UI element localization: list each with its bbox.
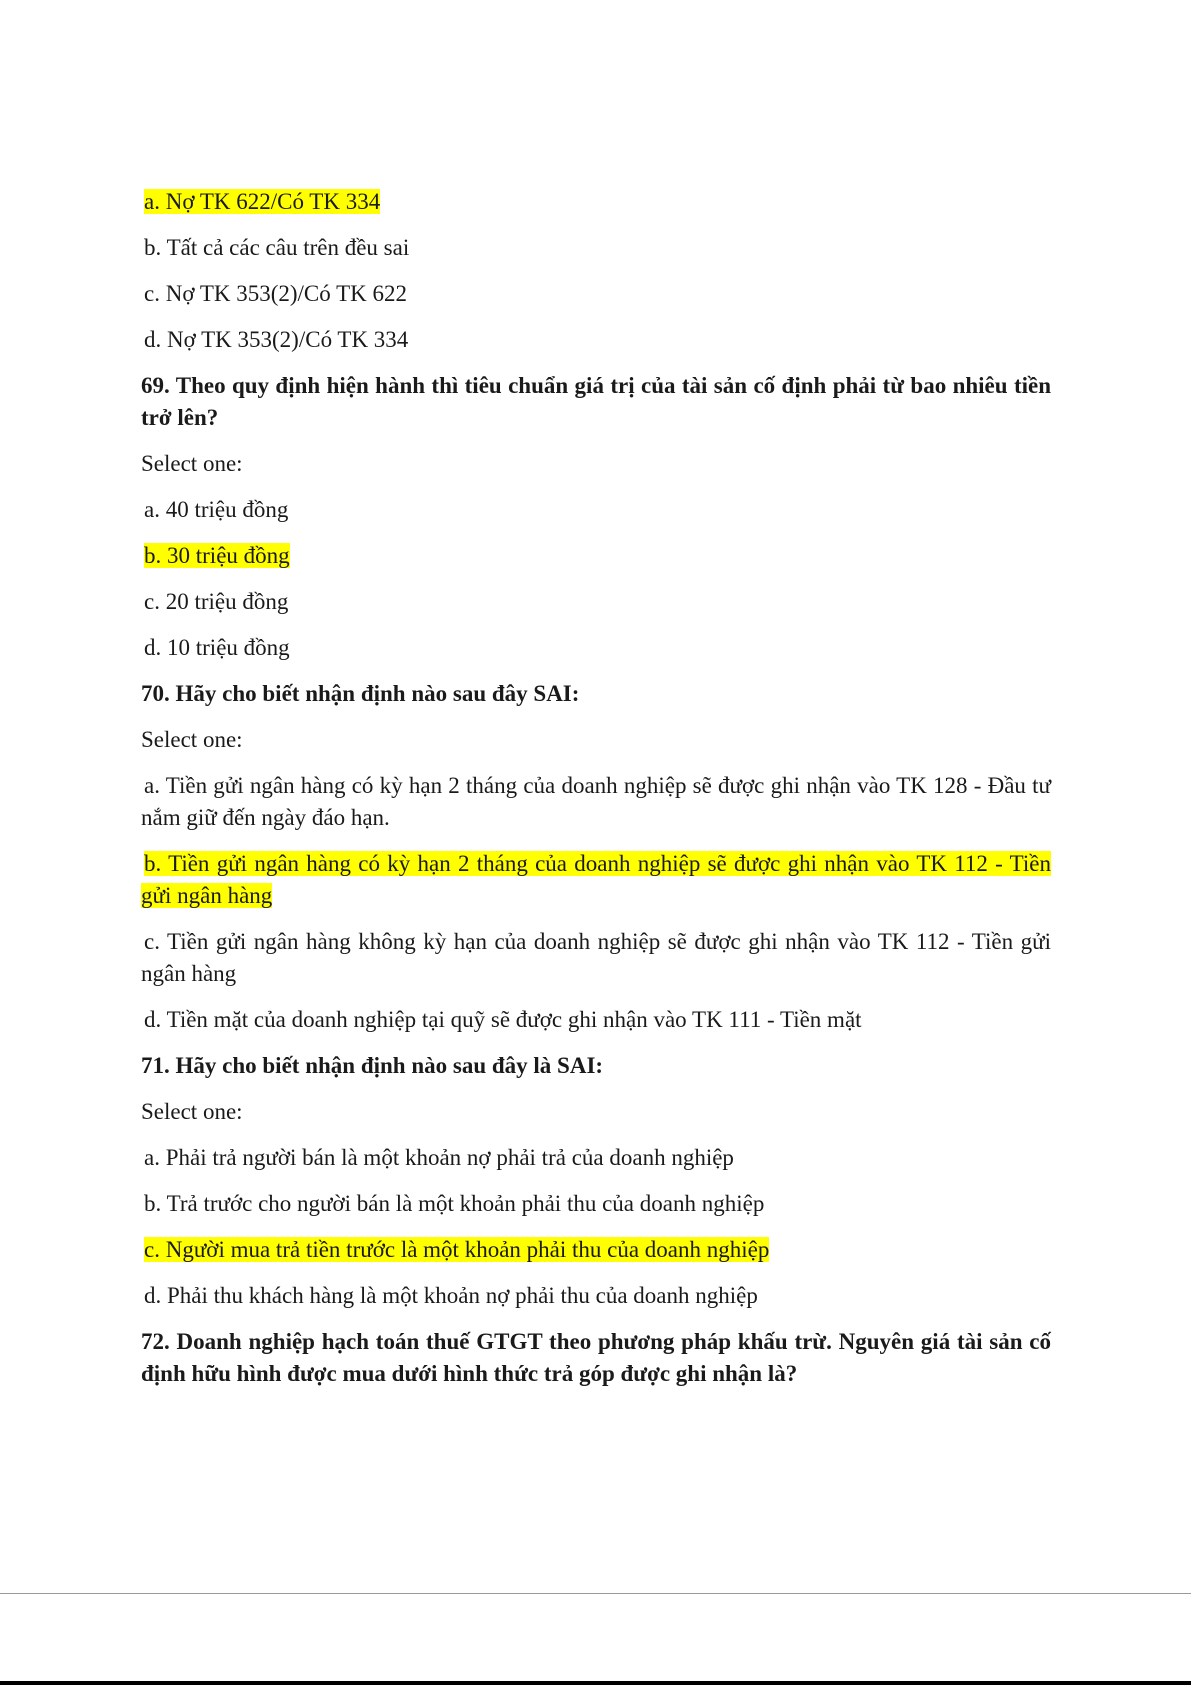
highlighted-answer: a. Nợ TK 622/Có TK 334 xyxy=(144,189,381,214)
q69-option-d[interactable]: d. 10 triệu đồng xyxy=(144,635,290,660)
q71-select-prompt: Select one: xyxy=(141,1099,243,1124)
q69-option-c[interactable]: c. 20 triệu đồng xyxy=(144,589,289,614)
highlighted-answer: b. Tiền gửi ngân hàng có kỳ hạn 2 tháng của doanh nghiệp sẽ được ghi nhận vào TK 112 - Tiền gửi ngân hàng xyxy=(141,851,1051,908)
q71-option-c[interactable] xyxy=(144,1234,1051,1266)
q71-option-a[interactable]: a. Phải trả người bán là một khoản nợ phải trả của doanh nghiệp xyxy=(144,1145,734,1170)
q69-select-prompt: Select one: xyxy=(141,451,243,476)
q70-option-c[interactable]: c. Tiền gửi ngân hàng không kỳ hạn của doanh nghiệp sẽ được ghi nhận vào TK 112 - Tiền gửi ngân hàng xyxy=(141,929,1051,986)
highlighted-answer: c. Người mua trả tiền trước là một khoản phải thu của doanh nghiệp xyxy=(144,1237,770,1262)
q70-question: 70. Hãy cho biết nhận định nào sau đây SAI: xyxy=(141,681,580,706)
q68-option-d[interactable]: d. Nợ TK 353(2)/Có TK 334 xyxy=(144,327,409,352)
q71-option-d[interactable]: d. Phải thu khách hàng là một khoản nợ phải thu của doanh nghiệp xyxy=(144,1283,758,1308)
q68-option-b[interactable]: b. Tất cả các câu trên đều sai xyxy=(144,235,410,260)
q70-option-d[interactable]: d. Tiền mặt của doanh nghiệp tại quỹ sẽ được ghi nhận vào TK 111 - Tiền mặt xyxy=(144,1007,862,1032)
q69-question: 69. Theo quy định hiện hành thì tiêu chuẩn giá trị của tài sản cố định phải từ bao nhiêu tiền trở lên? xyxy=(141,373,1051,430)
q70-option-a[interactable]: a. Tiền gửi ngân hàng có kỳ hạn 2 tháng của doanh nghiệp sẽ được ghi nhận vào TK 128 - Đầu tư nắm giữ đến ngày đáo hạn. xyxy=(141,773,1051,830)
q71-option-b[interactable]: b. Trả trước cho người bán là một khoản phải thu của doanh nghiệp xyxy=(144,1191,765,1216)
q71-question: 71. Hãy cho biết nhận định nào sau đây là SAI: xyxy=(141,1053,604,1078)
q70-select-prompt: Select one: xyxy=(141,727,243,752)
q68-option-c[interactable]: c. Nợ TK 353(2)/Có TK 622 xyxy=(144,281,408,306)
q72-question: 72. Doanh nghiệp hạch toán thuế GTGT theo phương pháp khấu trừ. Nguyên giá tài sản cố định hữu hình được mua dưới hình thức trả góp được ghi nhận là? xyxy=(141,1329,1051,1386)
page-divider xyxy=(0,1593,1191,1594)
highlighted-answer: b. 30 triệu đồng xyxy=(144,543,290,568)
document-page xyxy=(141,186,1051,1404)
q69-option-b[interactable] xyxy=(144,540,1051,572)
q68-option-a[interactable] xyxy=(144,186,1051,218)
q69-option-a[interactable]: a. 40 triệu đồng xyxy=(144,497,289,522)
q70-option-b[interactable] xyxy=(141,848,1051,912)
page-bottom-border xyxy=(0,1681,1191,1685)
